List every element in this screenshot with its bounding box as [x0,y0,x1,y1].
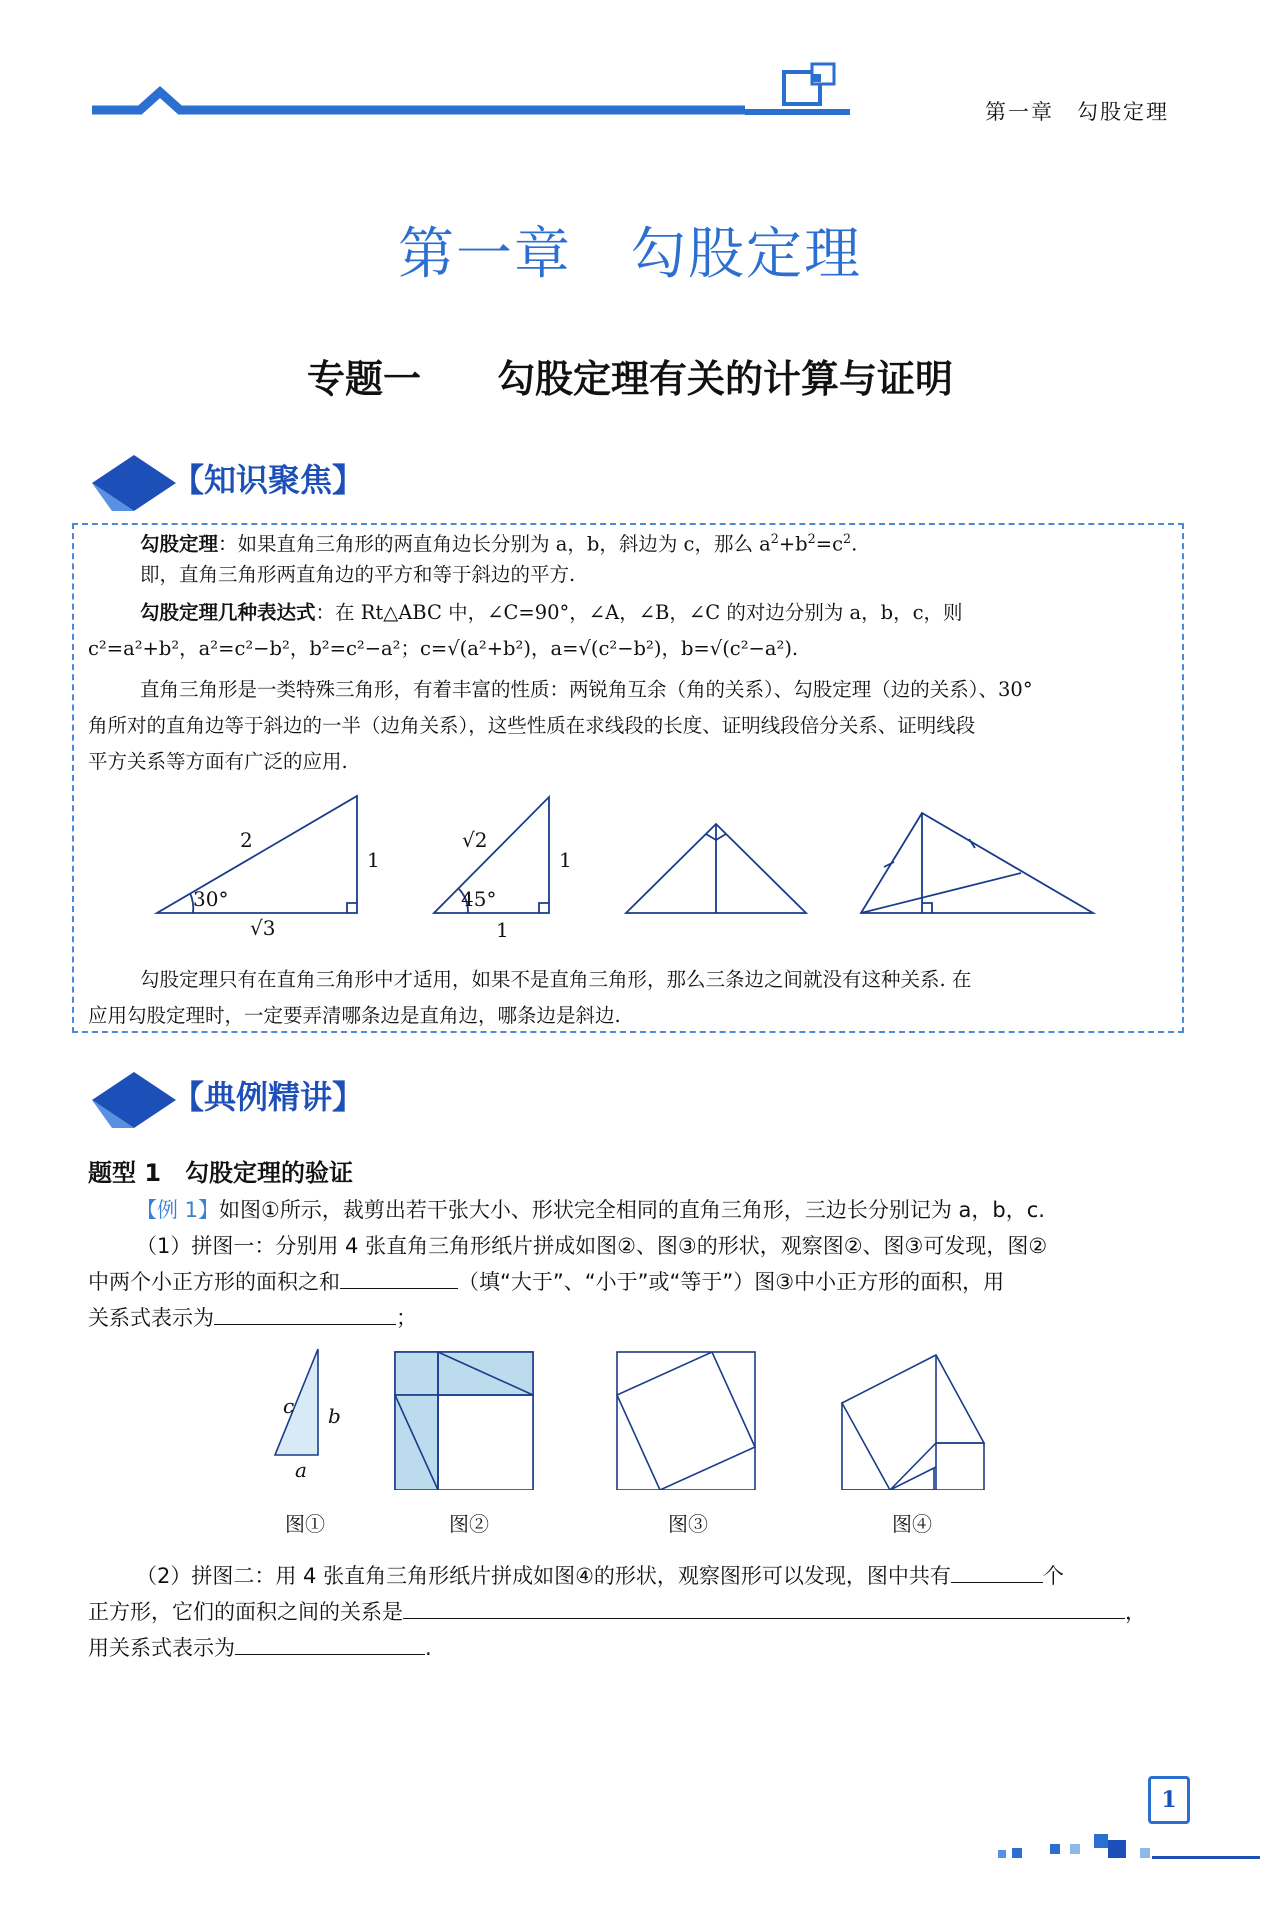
definition-label: 勾股定理 [140,532,219,556]
figure-caption-3: 图③ [668,1512,708,1536]
tri2-leg-label: 1 [559,848,572,872]
properties-line-2: 角所对的直角边等于斜边的一半（边角关系），这些性质在求线段的长度、证明线段倍分关系、证明线段 [88,714,976,737]
header-chapter: 第一章 勾股定理 [985,100,1169,124]
properties-line-3: 平方关系等方面有广泛的应用. [88,750,348,773]
tri2-hypotenuse-label: √2 [462,828,488,852]
answer-blank[interactable] [235,1632,425,1655]
answer-blank[interactable] [340,1266,458,1289]
topic-title: 专题一 勾股定理有关的计算与证明 [306,357,953,401]
figure-4-squares [842,1355,984,1490]
figure-2-squares [395,1352,533,1490]
diamond-icon [92,1072,182,1128]
section-examples: 【典例精讲】 [172,1078,365,1116]
question2-line-1: （2）拼图二：用 4 张直角三角形纸片拼成如图④的形状，观察图形可以发现，图中共有 个 [88,1558,1173,1594]
page-number: 1 [1148,1776,1190,1824]
definition-line: 勾股定理：如果直角三角形的两直角边长分别为 a，b，斜边为 c，那么 $a^2+b^2=c^2$. [140,531,858,556]
tri2-base-label: 1 [496,918,509,942]
expression-label: 勾股定理几种表达式 [140,601,316,624]
example-intro: 【例 1】如图①所示，裁剪出若干张大小、形状完全相同的直角三角形，三边长分别记为 a，b，c. [136,1198,1045,1222]
figure-caption-1: 图① [285,1512,325,1536]
puzzle-figures [0,1340,1280,1490]
definition-restated: 即，直角三角形两直角边的平方和等于斜边的平方. [140,563,576,586]
tri1-hypotenuse-label: 2 [240,828,253,852]
figure-label-a: a [295,1458,307,1482]
expression-line: 勾股定理几种表达式：在 Rt△ABC 中，∠C=90°，∠A，∠B，∠C 的对边分别为 a，b，c，则 [140,601,963,624]
tri1-base-label: √3 [250,916,276,940]
question1-line-2: 中两个小正方形的面积之和 （填“大于”、“小于”或“等于”）图③中小正方形的面积，用 [88,1264,1173,1300]
footer-decoration [990,1830,1260,1890]
figure-1-triangle [275,1349,318,1455]
properties-line-1: 直角三角形是一类特殊三角形，有着丰富的性质：两锐角互余（角的关系）、勾股定理（边的关系）、30° [140,678,1033,701]
chapter-title: 第一章 勾股定理 [398,222,862,287]
question1-line-1: （1）拼图一：分别用 4 张直角三角形纸片拼成如图②、图③的形状，观察图②、图③可发现，图② [136,1234,1048,1258]
question-type-title: 题型 1 勾股定理的验证 [88,1159,354,1187]
figure-caption-2: 图② [449,1512,489,1536]
section-knowledge: 【知识聚焦】 [172,461,365,499]
tri1-leg-label: 1 [367,848,380,872]
triangle-30-60-90 [157,796,357,913]
example-tag: 【例 1】 [136,1198,220,1222]
answer-blank[interactable] [403,1596,1125,1619]
question2-line-3: 用关系式表示为 . [88,1630,1173,1666]
figure-label-b: b [328,1404,341,1428]
answer-blank[interactable] [214,1302,396,1325]
answer-blank[interactable] [951,1560,1043,1583]
figure-label-c: c [283,1394,295,1418]
diamond-icon [92,455,182,511]
formula-line: c²=a²+b²，a²=c²−b²，b²=c²−a²；c=√(a²+b²)，a=√(c²−b²)，b=√(c²−a²). [88,637,799,660]
question1-line-3: 关系式表示为 ； [88,1300,1173,1336]
median-triangle [861,813,1093,913]
isosceles-triangle [626,824,806,913]
applicability-line-2: 应用勾股定理时，一定要弄清哪条边是直角边，哪条边是斜边. [88,1004,621,1027]
figure-caption-4: 图④ [892,1512,932,1536]
figure-3-tilted-square [617,1352,755,1490]
tri2-angle-label: 45° [461,887,497,911]
applicability-line-1: 勾股定理只有在直角三角形中才适用，如果不是直角三角形，那么三条边之间就没有这种关系. 在 [140,968,972,991]
tri1-angle-label: 30° [193,887,229,911]
triangle-diagrams [0,780,1280,950]
question2-line-2: 正方形，它们的面积之间的关系是 ， [88,1594,1173,1630]
